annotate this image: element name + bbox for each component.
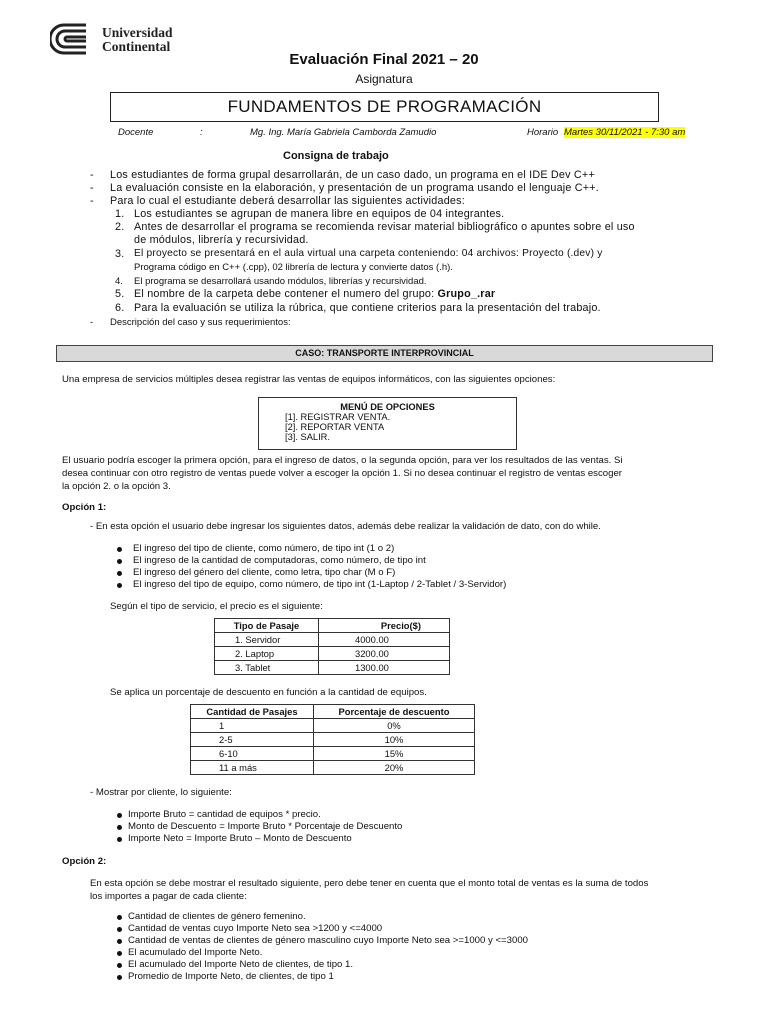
logo-line-1: Universidad (102, 25, 173, 40)
subject-label: Asignatura (355, 72, 413, 86)
bullet-icon (117, 975, 122, 980)
table-row (215, 661, 450, 675)
num-label: 6. (115, 302, 125, 314)
consigna-item: Para lo cual el estudiante deberá desarrollar las siguientes actividades: (110, 195, 465, 207)
descuento-table (190, 704, 475, 775)
menu-title: MENÚ DE OPCIONES (340, 402, 435, 412)
opcion2-bullet: Cantidad de ventas de clientes de género masculino cuyo Importe Neto sea >=1000 y <=3000 (128, 935, 529, 946)
table-cell: 3200.00 (319, 647, 450, 661)
table-cell: 0% (314, 719, 475, 733)
num-label: 5. (115, 288, 125, 300)
dash-marker: - (90, 182, 94, 194)
opcion1-bullet: El ingreso de la cantidad de computadoras, como número, de tipo int (133, 555, 426, 566)
table-cell: 6-10 (191, 747, 314, 761)
num-item: El proyecto se presentará en el aula virtual una carpeta conteniendo: 04 archivos: Proyecto (.dev) y (134, 248, 603, 259)
case-title-bar: CASO: TRANSPORTE INTERPROVINCIAL (56, 345, 713, 362)
table-cell: 20% (314, 761, 475, 775)
dash-marker: - (90, 317, 94, 328)
menu-item: [3]. SALIR. (285, 432, 330, 442)
opcion1-bullet: El ingreso del tipo de equipo, como número, de tipo int (1-Laptop / 2-Tablet / 3-Servidor) (133, 579, 507, 590)
paragraph-line: El usuario podría escoger la primera opción, para el ingreso de datos, o la segunda opción, para ver los resultados de las ventas. Si (62, 455, 623, 466)
mostrar-item: Importe Bruto = cantidad de equipos * precio. (128, 809, 321, 820)
table-cell: 2. Laptop (215, 647, 319, 661)
case-intro: Una empresa de servicios múltiples desea registrar las ventas de equipos informáticos, con las siguientes opciones: (62, 374, 556, 385)
table-cell: 15% (314, 747, 475, 761)
table-row (191, 761, 475, 775)
num-item: Para la evaluación se utiliza la rúbrica, que contiene criterios para la presentación del trabajo. (134, 302, 601, 314)
opcion2-intro: los importes a pagar de cada cliente: (90, 891, 247, 902)
table-row (191, 719, 475, 733)
bullet-icon (117, 571, 122, 576)
bullet-icon (117, 837, 122, 842)
paragraph-line: desea continuar con otro registro de ventas puede volver a escoger la opción 1. Si no desea continuar el registro de ventas escoger (62, 468, 622, 479)
mostrar-item: Monto de Descuento = Importe Bruto * Porcentaje de Descuento (128, 821, 403, 832)
table-row (215, 633, 450, 647)
bullet-icon (117, 951, 122, 956)
logo-text (102, 26, 173, 54)
mostrar-lead: - Mostrar por cliente, lo siguiente: (90, 787, 232, 798)
bullet-icon (117, 825, 122, 830)
consigna-item: Los estudiantes de forma grupal desarrollarán, de un caso dado, un programa en el IDE Dev C++ (110, 169, 595, 181)
docente-name: Mg. Ing. María Gabriela Camborda Zamudio (250, 127, 437, 138)
bullet-icon (117, 927, 122, 932)
desc-intro: Se aplica un porcentaje de descuento en función a la cantidad de equipos. (110, 687, 427, 698)
table-header: Cantidad de Pasajes (191, 705, 314, 719)
table-row (191, 747, 475, 761)
num-item: El programa se desarrollará usando módulos, librerías y recursividad. (134, 276, 427, 287)
num-label: 4. (115, 276, 123, 287)
horario-label: Horario (527, 127, 559, 138)
table-cell: 2-5 (191, 733, 314, 747)
docente-colon: : (200, 127, 203, 138)
opcion1-bullet: El ingreso del género del cliente, como letra, tipo char (M o F) (133, 567, 396, 578)
docente-label: Docente (118, 127, 154, 138)
course-name: FUNDAMENTOS DE PROGRAMACIÓN (110, 92, 659, 122)
table-cell: 1300.00 (319, 661, 450, 675)
opcion2-intro: En esta opción se debe mostrar el resultado siguiente, pero debe tener en cuenta que el monto total de ventas es la suma de todos (90, 878, 649, 889)
precio-intro: Según el tipo de servicio, el precio es el siguiente: (110, 601, 323, 612)
bullet-icon (117, 963, 122, 968)
num-item-cont: Programa código en C++ (.cpp), 02 librería de lectura y convierte datos (.h). (134, 262, 453, 273)
consigna-last: Descripción del caso y sus requerimientos: (110, 317, 291, 328)
table-row (191, 733, 475, 747)
opcion2-bullet: Cantidad de ventas cuyo Importe Neto sea >1200 y <=4000 (128, 923, 383, 934)
precio-table (214, 618, 450, 675)
bullet-icon (117, 547, 122, 552)
exam-title: Evaluación Final 2021 – 20 (289, 51, 479, 68)
logo-line-2: Continental (102, 39, 171, 54)
num-item-text: El nombre de la carpeta debe contener el numero del grupo: (134, 288, 438, 300)
table-header-row (215, 619, 450, 633)
folder-name: Grupo_.rar (437, 288, 496, 300)
opcion1-title: Opción 1: (62, 502, 107, 513)
table-row (215, 647, 450, 661)
opcion2-bullet: El acumulado del Importe Neto. (128, 947, 263, 958)
dash-marker: - (90, 195, 94, 207)
mostrar-item: Importe Neto = Importe Bruto – Monto de Descuento (128, 833, 352, 844)
bullet-icon (117, 939, 122, 944)
num-item (134, 288, 495, 301)
opcion2-bullet: Promedio de Importe Neto, de clientes, de tipo 1 (128, 971, 334, 982)
num-label: 3. (115, 248, 125, 260)
table-cell: 1 (191, 719, 314, 733)
opcion2-bullet: Cantidad de clientes de género femenino. (128, 911, 306, 922)
horario-value: Martes 30/11/2021 - 7:30 am (564, 127, 686, 138)
consigna-item: La evaluación consiste en la elaboración, y presentación de un programa usando el lenguaje C++. (110, 182, 599, 194)
paragraph-line: la opción 2. o la opción 3. (62, 481, 171, 492)
table-header: Precio($) (319, 619, 450, 633)
table-cell: 10% (314, 733, 475, 747)
table-header-row (191, 705, 475, 719)
bullet-icon (117, 915, 122, 920)
dash-marker: - (90, 169, 94, 181)
bullet-icon (117, 813, 122, 818)
table-cell: 11 a más (191, 761, 314, 775)
table-cell: 4000.00 (319, 633, 450, 647)
num-item: Los estudiantes se agrupan de manera libre en equipos de 04 integrantes. (134, 208, 505, 220)
bullet-icon (117, 559, 122, 564)
consigna-title: Consigna de trabajo (283, 150, 389, 162)
opcion1-bullet: El ingreso del tipo de cliente, como número, de tipo int (1 o 2) (133, 543, 395, 554)
num-label: 2. (115, 221, 125, 233)
table-cell: 3. Tablet (215, 661, 319, 675)
num-item-cont: de módulos, librería y recursividad. (134, 234, 309, 246)
opcion2-title: Opción 2: (62, 856, 107, 867)
bullet-icon (117, 583, 122, 588)
menu-item: [2]. REPORTAR VENTA (285, 422, 385, 432)
table-header: Porcentaje de descuento (314, 705, 475, 719)
table-header: Tipo de Pasaje (215, 619, 319, 633)
menu-item: [1]. REGISTRAR VENTA. (285, 412, 391, 422)
opcion2-bullet: El acumulado del Importe Neto de clientes, de tipo 1. (128, 959, 354, 970)
menu-box (258, 397, 517, 450)
num-item: Antes de desarrollar el programa se recomienda revisar material bibliográfico o apuntes sobre el uso (134, 221, 635, 233)
table-cell: 1. Servidor (215, 633, 319, 647)
opcion1-lead: - En esta opción el usuario debe ingresar los siguientes datos, además debe realizar la validación de dato, con do while. (90, 521, 601, 532)
num-label: 1. (115, 208, 125, 220)
